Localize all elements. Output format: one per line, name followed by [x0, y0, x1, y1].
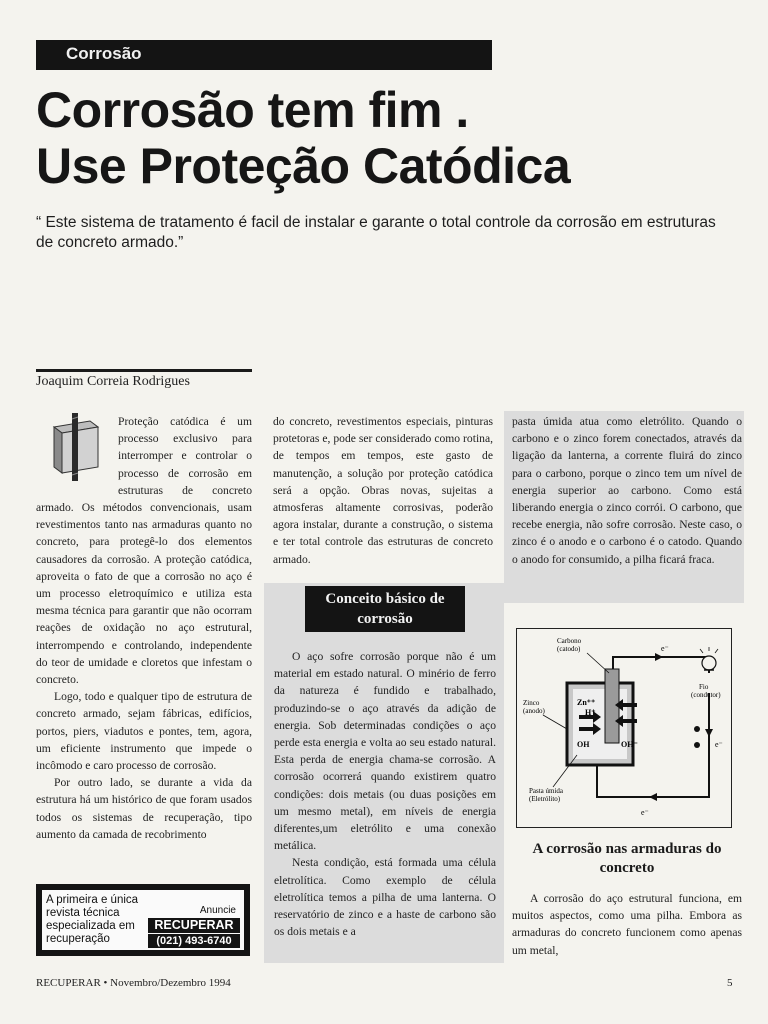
label-catodo: (catodo)	[557, 645, 581, 653]
battery-cell-diagram	[516, 628, 732, 828]
column-2	[273, 413, 493, 568]
lamp-icon	[700, 647, 718, 670]
advert-brand: RECUPERAR	[148, 918, 240, 933]
label-oh-right: OH⁻	[621, 740, 638, 749]
advert-inner	[42, 890, 244, 950]
label-h-ion: H⁺	[585, 708, 596, 717]
section-banner	[36, 40, 492, 70]
col3-paragraph-1: pasta úmida atua como eletrólito. Quando o carbono e o zinco forem conectados, através da ligação da lanterna, a corrente fluirá do zinco para o carbono, porque o zinco tem um nível de energia superior ao carbono. Como está liberando energia o zinco corrói. O carbono, que recebe energia, não sofre corrosão. Neste caso, o zinco é o anodo e o carbono é o catodo. Quando o anodo for consumido, a pilha ficará fraca.	[512, 415, 742, 566]
col2-paragraph-2: O aço sofre corrosão porque não é um material em estado natural. O minério de ferro da natureza é fundido e trabalhado, produzindo-se o aço através da adição de energia. Sob determinadas condições o aço perde esta energia e volta ao seu estado natural. Esta perda de energia chama-se corrosão. A corrosão ocorrerá quando existirem quatro condições: dois metais (ou duas posições em um mesmo metal), em níveis de energia diferentes,um eletrólito e uma conexão metálica.	[274, 650, 496, 853]
label-zinco: Zinco	[523, 699, 540, 707]
label-eletrolito: (Eletrólito)	[529, 795, 561, 803]
col1-paragraph-3: Por outro lado, se durante a vida da estrutura há um histórico de que foram usados todos os sistemas de recuperação, tipo aumento da camada de recobrimento	[36, 776, 252, 841]
advert-phone: (021) 493-6740	[148, 934, 240, 948]
section-label: Corrosão	[66, 44, 142, 63]
label-oh-left: OH	[577, 740, 590, 749]
label-anodo: (anodo)	[523, 707, 545, 715]
footer-issue: RECUPERAR • Novembro/Dezembro 1994	[36, 977, 231, 989]
concept-body	[274, 648, 496, 940]
page-number: 5	[727, 977, 733, 989]
wire-top	[613, 657, 709, 674]
advert-box	[36, 884, 250, 956]
column-1	[36, 413, 252, 843]
deck-quote: “ Este sistema de tratamento é facil de instalar e garante o total controle da corrosão em estruturas de concreto armado.”	[36, 214, 716, 251]
label-carbono: Carbono	[557, 637, 582, 645]
advert-label: Anuncie	[199, 905, 236, 916]
author-name: Joaquim Correia Rodrigues	[36, 374, 190, 389]
label-electron-2: e⁻	[641, 808, 649, 817]
col2-paragraph-1: do concreto, revestimentos especiais, pinturas protetoras e, pode ser considerado como rotina, de tempos em tempos, este gasto de manutenção, a solução por proteção catódica será a opção. Obras novas, sujeitas a atmosferas altamente corrosivas, poderão agora instalar, durante a construção, o sistema e ter total controle das estruturas de concreto armado.	[273, 415, 493, 566]
label-fio: Fio	[699, 683, 709, 691]
label-condutor: (condutor)	[691, 691, 721, 699]
headline-line-2: Use Proteção Catódica	[36, 138, 571, 194]
author-rule	[36, 369, 252, 372]
label-electron-1: e⁻	[661, 644, 669, 653]
column-3-bottom	[512, 890, 742, 959]
label-zn-ion: Zn⁺⁺	[577, 698, 596, 707]
concept-subhead: Conceito básico de corrosão	[305, 586, 465, 632]
label-electron-3: e⁻	[715, 740, 723, 749]
rebar-block-icon	[46, 413, 106, 481]
column-3	[512, 413, 742, 568]
col1-paragraph-2: Logo, todo e qualquer tipo de estrutura de concreto armado, sejam fábricas, edifícios, portos, piers, viadutos e pontes, tem, agora, um eficiente instrumento que impede o incômodo e caro processo de corrosão.	[36, 690, 252, 773]
col2-paragraph-3: Nesta condição, está formada uma célula eletrolítica. Como exemplo de célula eletrolítica temos a pilha de uma lanterna. O reservatório de zinco e a haste de carbono são os dois metais e a	[274, 856, 496, 939]
col1-paragraph-1: Proteção catódica é um processo exclusivo para interromper e controlar o processo de corrosão em estruturas de concreto armado. Os métodos convencionais, usam revestimentos tanto nas armaduras quanto no concreto, para protegê-lo dos elementos causadores da corrosão. A proteção catódica, aproveita o fato de que a corrosão no aço é um processo eletroquímico e utiliza esta mesma técnica para garantir que não ocorram reações de oxidação no aço estrutural, interrompendo e controlando, independente do teor de umidade e cloretos que infestam o concreto.	[36, 415, 252, 687]
advert-text: A primeira e única revista técnica especializada em recuperação	[46, 894, 139, 945]
armaduras-subhead: A corrosão nas armaduras do concreto	[532, 841, 722, 876]
paragraph	[36, 413, 252, 688]
col3-paragraph-2: A corrosão do aço estrutural funciona, em muitos aspectos, como uma pilha. Embora as armaduras do concreto funcionem como apenas um metal,	[512, 892, 742, 957]
headline	[36, 82, 756, 194]
label-pasta: Pasta úmida	[529, 787, 564, 795]
headline-line-1: Corrosão tem fim .	[36, 82, 469, 138]
